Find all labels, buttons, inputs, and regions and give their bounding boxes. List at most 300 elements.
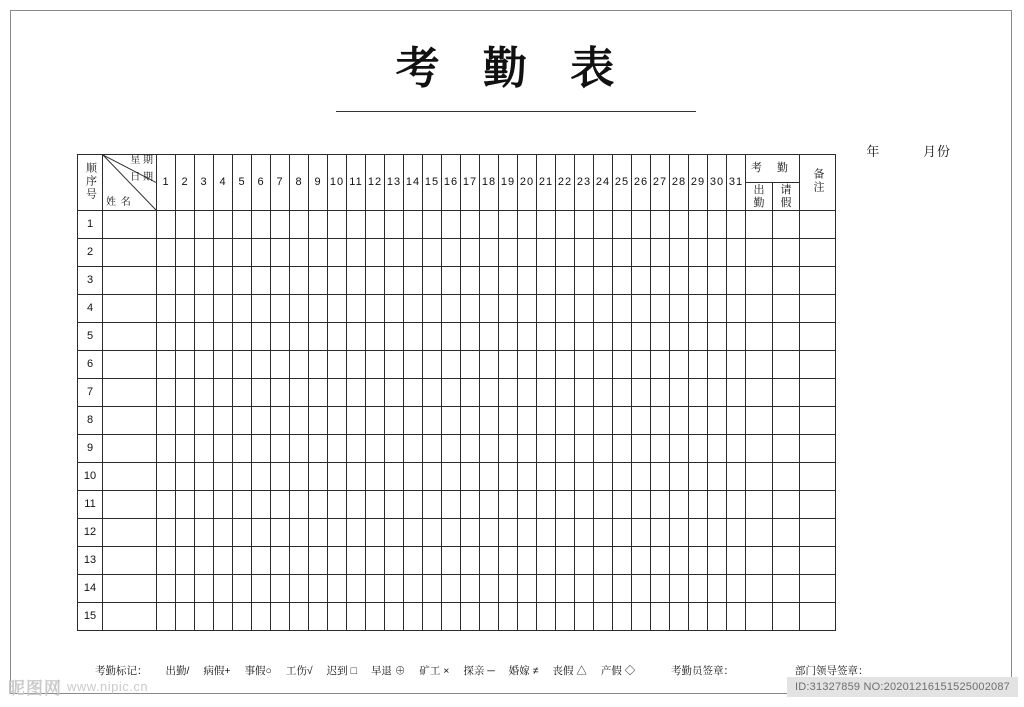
summary-leave-cell[interactable] (773, 323, 800, 351)
day-cell[interactable] (195, 211, 214, 239)
day-cell[interactable] (366, 435, 385, 463)
day-cell[interactable] (613, 435, 632, 463)
day-cell[interactable] (157, 267, 176, 295)
summary-attendance-cell[interactable] (746, 547, 773, 575)
day-cell[interactable] (385, 547, 404, 575)
day-cell[interactable] (632, 379, 651, 407)
day-cell[interactable] (651, 463, 670, 491)
day-cell[interactable] (404, 407, 423, 435)
day-cell[interactable] (271, 267, 290, 295)
day-cell[interactable] (651, 407, 670, 435)
day-cell[interactable] (537, 547, 556, 575)
summary-leave-cell[interactable] (773, 547, 800, 575)
note-cell[interactable] (800, 323, 836, 351)
day-cell[interactable] (461, 491, 480, 519)
day-cell[interactable] (214, 351, 233, 379)
day-cell[interactable] (423, 267, 442, 295)
day-cell[interactable] (233, 239, 252, 267)
day-cell[interactable] (328, 491, 347, 519)
day-cell[interactable] (366, 379, 385, 407)
day-cell[interactable] (385, 463, 404, 491)
day-cell[interactable] (594, 407, 613, 435)
day-cell[interactable] (233, 295, 252, 323)
day-cell[interactable] (499, 239, 518, 267)
day-cell[interactable] (366, 547, 385, 575)
day-cell[interactable] (442, 379, 461, 407)
day-cell[interactable] (176, 547, 195, 575)
day-cell[interactable] (670, 519, 689, 547)
day-cell[interactable] (442, 603, 461, 631)
day-cell[interactable] (670, 351, 689, 379)
day-cell[interactable] (290, 603, 309, 631)
day-cell[interactable] (727, 323, 746, 351)
day-cell[interactable] (347, 323, 366, 351)
note-cell[interactable] (800, 407, 836, 435)
day-cell[interactable] (670, 267, 689, 295)
summary-leave-cell[interactable] (773, 603, 800, 631)
day-cell[interactable] (461, 547, 480, 575)
day-cell[interactable] (195, 575, 214, 603)
day-cell[interactable] (423, 239, 442, 267)
day-cell[interactable] (195, 379, 214, 407)
day-cell[interactable] (518, 351, 537, 379)
day-cell[interactable] (651, 379, 670, 407)
note-cell[interactable] (800, 351, 836, 379)
day-cell[interactable] (518, 239, 537, 267)
name-cell[interactable] (103, 463, 157, 491)
day-cell[interactable] (613, 519, 632, 547)
day-cell[interactable] (385, 211, 404, 239)
day-cell[interactable] (613, 603, 632, 631)
summary-leave-cell[interactable] (773, 211, 800, 239)
day-cell[interactable] (537, 267, 556, 295)
day-cell[interactable] (290, 519, 309, 547)
day-cell[interactable] (385, 295, 404, 323)
day-cell[interactable] (366, 267, 385, 295)
day-cell[interactable] (423, 351, 442, 379)
day-cell[interactable] (404, 267, 423, 295)
day-cell[interactable] (328, 407, 347, 435)
day-cell[interactable] (689, 435, 708, 463)
day-cell[interactable] (689, 407, 708, 435)
day-cell[interactable] (252, 435, 271, 463)
day-cell[interactable] (499, 491, 518, 519)
day-cell[interactable] (670, 211, 689, 239)
day-cell[interactable] (385, 351, 404, 379)
day-cell[interactable] (442, 435, 461, 463)
day-cell[interactable] (271, 575, 290, 603)
day-cell[interactable] (727, 435, 746, 463)
name-cell[interactable] (103, 435, 157, 463)
day-cell[interactable] (271, 323, 290, 351)
day-cell[interactable] (594, 295, 613, 323)
day-cell[interactable] (461, 379, 480, 407)
day-cell[interactable] (385, 407, 404, 435)
day-cell[interactable] (556, 575, 575, 603)
day-cell[interactable] (461, 463, 480, 491)
summary-attendance-cell[interactable] (746, 267, 773, 295)
name-cell[interactable] (103, 351, 157, 379)
day-cell[interactable] (423, 407, 442, 435)
day-cell[interactable] (727, 575, 746, 603)
summary-attendance-cell[interactable] (746, 239, 773, 267)
day-cell[interactable] (575, 323, 594, 351)
day-cell[interactable] (537, 351, 556, 379)
day-cell[interactable] (423, 491, 442, 519)
day-cell[interactable] (594, 323, 613, 351)
day-cell[interactable] (575, 547, 594, 575)
day-cell[interactable] (214, 407, 233, 435)
day-cell[interactable] (366, 295, 385, 323)
day-cell[interactable] (632, 603, 651, 631)
day-cell[interactable] (404, 351, 423, 379)
day-cell[interactable] (290, 323, 309, 351)
day-cell[interactable] (347, 491, 366, 519)
day-cell[interactable] (404, 435, 423, 463)
day-cell[interactable] (632, 575, 651, 603)
day-cell[interactable] (689, 323, 708, 351)
day-cell[interactable] (233, 435, 252, 463)
day-cell[interactable] (556, 211, 575, 239)
day-cell[interactable] (632, 547, 651, 575)
day-cell[interactable] (176, 351, 195, 379)
day-cell[interactable] (575, 295, 594, 323)
day-cell[interactable] (157, 435, 176, 463)
day-cell[interactable] (271, 211, 290, 239)
day-cell[interactable] (366, 603, 385, 631)
day-cell[interactable] (480, 435, 499, 463)
day-cell[interactable] (556, 323, 575, 351)
day-cell[interactable] (727, 463, 746, 491)
day-cell[interactable] (499, 323, 518, 351)
day-cell[interactable] (480, 603, 499, 631)
note-cell[interactable] (800, 379, 836, 407)
day-cell[interactable] (347, 575, 366, 603)
day-cell[interactable] (461, 351, 480, 379)
note-cell[interactable] (800, 547, 836, 575)
day-cell[interactable] (309, 407, 328, 435)
day-cell[interactable] (499, 435, 518, 463)
day-cell[interactable] (233, 211, 252, 239)
day-cell[interactable] (195, 239, 214, 267)
day-cell[interactable] (328, 379, 347, 407)
day-cell[interactable] (518, 295, 537, 323)
day-cell[interactable] (518, 323, 537, 351)
day-cell[interactable] (461, 239, 480, 267)
day-cell[interactable] (233, 491, 252, 519)
note-cell[interactable] (800, 295, 836, 323)
day-cell[interactable] (404, 379, 423, 407)
name-cell[interactable] (103, 239, 157, 267)
day-cell[interactable] (252, 295, 271, 323)
day-cell[interactable] (385, 239, 404, 267)
day-cell[interactable] (632, 519, 651, 547)
day-cell[interactable] (271, 491, 290, 519)
day-cell[interactable] (689, 211, 708, 239)
day-cell[interactable] (480, 267, 499, 295)
name-cell[interactable] (103, 519, 157, 547)
day-cell[interactable] (518, 407, 537, 435)
day-cell[interactable] (613, 295, 632, 323)
day-cell[interactable] (157, 547, 176, 575)
day-cell[interactable] (347, 379, 366, 407)
day-cell[interactable] (271, 379, 290, 407)
day-cell[interactable] (632, 351, 651, 379)
day-cell[interactable] (176, 575, 195, 603)
summary-leave-cell[interactable] (773, 575, 800, 603)
day-cell[interactable] (613, 463, 632, 491)
day-cell[interactable] (689, 491, 708, 519)
day-cell[interactable] (480, 295, 499, 323)
day-cell[interactable] (290, 575, 309, 603)
day-cell[interactable] (290, 267, 309, 295)
day-cell[interactable] (670, 547, 689, 575)
day-cell[interactable] (233, 463, 252, 491)
day-cell[interactable] (309, 267, 328, 295)
day-cell[interactable] (328, 603, 347, 631)
day-cell[interactable] (594, 435, 613, 463)
day-cell[interactable] (385, 575, 404, 603)
day-cell[interactable] (404, 463, 423, 491)
day-cell[interactable] (556, 435, 575, 463)
day-cell[interactable] (537, 295, 556, 323)
day-cell[interactable] (290, 351, 309, 379)
day-cell[interactable] (157, 603, 176, 631)
day-cell[interactable] (157, 407, 176, 435)
day-cell[interactable] (309, 519, 328, 547)
summary-attendance-cell[interactable] (746, 323, 773, 351)
day-cell[interactable] (157, 575, 176, 603)
day-cell[interactable] (347, 239, 366, 267)
day-cell[interactable] (233, 575, 252, 603)
summary-attendance-cell[interactable] (746, 351, 773, 379)
day-cell[interactable] (423, 435, 442, 463)
day-cell[interactable] (328, 239, 347, 267)
day-cell[interactable] (499, 575, 518, 603)
day-cell[interactable] (423, 603, 442, 631)
day-cell[interactable] (689, 463, 708, 491)
summary-leave-cell[interactable] (773, 435, 800, 463)
day-cell[interactable] (613, 239, 632, 267)
day-cell[interactable] (442, 239, 461, 267)
day-cell[interactable] (366, 211, 385, 239)
day-cell[interactable] (499, 547, 518, 575)
note-cell[interactable] (800, 267, 836, 295)
day-cell[interactable] (423, 379, 442, 407)
day-cell[interactable] (423, 295, 442, 323)
note-cell[interactable] (800, 519, 836, 547)
name-cell[interactable] (103, 211, 157, 239)
day-cell[interactable] (727, 379, 746, 407)
day-cell[interactable] (214, 575, 233, 603)
day-cell[interactable] (518, 211, 537, 239)
day-cell[interactable] (157, 295, 176, 323)
summary-leave-cell[interactable] (773, 351, 800, 379)
day-cell[interactable] (499, 407, 518, 435)
day-cell[interactable] (727, 407, 746, 435)
summary-leave-cell[interactable] (773, 379, 800, 407)
day-cell[interactable] (708, 211, 727, 239)
day-cell[interactable] (442, 351, 461, 379)
day-cell[interactable] (670, 463, 689, 491)
day-cell[interactable] (385, 379, 404, 407)
day-cell[interactable] (461, 323, 480, 351)
day-cell[interactable] (632, 211, 651, 239)
name-cell[interactable] (103, 323, 157, 351)
day-cell[interactable] (442, 211, 461, 239)
day-cell[interactable] (480, 351, 499, 379)
day-cell[interactable] (499, 379, 518, 407)
day-cell[interactable] (689, 379, 708, 407)
day-cell[interactable] (366, 491, 385, 519)
day-cell[interactable] (480, 519, 499, 547)
summary-leave-cell[interactable] (773, 407, 800, 435)
day-cell[interactable] (727, 491, 746, 519)
day-cell[interactable] (271, 463, 290, 491)
day-cell[interactable] (442, 323, 461, 351)
day-cell[interactable] (480, 379, 499, 407)
day-cell[interactable] (328, 575, 347, 603)
day-cell[interactable] (518, 379, 537, 407)
day-cell[interactable] (670, 295, 689, 323)
day-cell[interactable] (404, 547, 423, 575)
day-cell[interactable] (442, 491, 461, 519)
day-cell[interactable] (594, 379, 613, 407)
day-cell[interactable] (366, 351, 385, 379)
day-cell[interactable] (309, 603, 328, 631)
day-cell[interactable] (309, 463, 328, 491)
day-cell[interactable] (366, 463, 385, 491)
day-cell[interactable] (385, 519, 404, 547)
day-cell[interactable] (309, 211, 328, 239)
day-cell[interactable] (575, 519, 594, 547)
day-cell[interactable] (632, 491, 651, 519)
day-cell[interactable] (689, 351, 708, 379)
day-cell[interactable] (271, 239, 290, 267)
name-cell[interactable] (103, 295, 157, 323)
day-cell[interactable] (613, 575, 632, 603)
day-cell[interactable] (328, 435, 347, 463)
day-cell[interactable] (613, 323, 632, 351)
day-cell[interactable] (727, 295, 746, 323)
day-cell[interactable] (651, 211, 670, 239)
day-cell[interactable] (651, 267, 670, 295)
day-cell[interactable] (385, 435, 404, 463)
day-cell[interactable] (214, 491, 233, 519)
day-cell[interactable] (708, 603, 727, 631)
day-cell[interactable] (594, 211, 613, 239)
day-cell[interactable] (290, 295, 309, 323)
day-cell[interactable] (708, 435, 727, 463)
day-cell[interactable] (537, 435, 556, 463)
day-cell[interactable] (518, 547, 537, 575)
day-cell[interactable] (594, 519, 613, 547)
day-cell[interactable] (157, 239, 176, 267)
day-cell[interactable] (233, 407, 252, 435)
day-cell[interactable] (252, 211, 271, 239)
day-cell[interactable] (328, 547, 347, 575)
day-cell[interactable] (157, 463, 176, 491)
day-cell[interactable] (404, 519, 423, 547)
day-cell[interactable] (442, 547, 461, 575)
day-cell[interactable] (214, 547, 233, 575)
day-cell[interactable] (309, 239, 328, 267)
day-cell[interactable] (233, 351, 252, 379)
day-cell[interactable] (537, 575, 556, 603)
day-cell[interactable] (708, 519, 727, 547)
day-cell[interactable] (252, 463, 271, 491)
day-cell[interactable] (385, 323, 404, 351)
day-cell[interactable] (537, 491, 556, 519)
day-cell[interactable] (195, 603, 214, 631)
day-cell[interactable] (176, 463, 195, 491)
day-cell[interactable] (271, 519, 290, 547)
day-cell[interactable] (651, 491, 670, 519)
day-cell[interactable] (290, 547, 309, 575)
day-cell[interactable] (708, 575, 727, 603)
day-cell[interactable] (328, 323, 347, 351)
day-cell[interactable] (157, 491, 176, 519)
day-cell[interactable] (176, 491, 195, 519)
day-cell[interactable] (537, 519, 556, 547)
day-cell[interactable] (347, 407, 366, 435)
day-cell[interactable] (271, 603, 290, 631)
day-cell[interactable] (613, 379, 632, 407)
day-cell[interactable] (195, 351, 214, 379)
day-cell[interactable] (708, 239, 727, 267)
name-cell[interactable] (103, 547, 157, 575)
day-cell[interactable] (727, 547, 746, 575)
day-cell[interactable] (328, 211, 347, 239)
day-cell[interactable] (461, 603, 480, 631)
day-cell[interactable] (366, 407, 385, 435)
day-cell[interactable] (176, 267, 195, 295)
name-cell[interactable] (103, 379, 157, 407)
day-cell[interactable] (480, 547, 499, 575)
day-cell[interactable] (290, 211, 309, 239)
note-cell[interactable] (800, 491, 836, 519)
day-cell[interactable] (404, 211, 423, 239)
day-cell[interactable] (708, 407, 727, 435)
day-cell[interactable] (556, 463, 575, 491)
day-cell[interactable] (309, 295, 328, 323)
day-cell[interactable] (423, 463, 442, 491)
day-cell[interactable] (442, 295, 461, 323)
day-cell[interactable] (309, 491, 328, 519)
day-cell[interactable] (651, 547, 670, 575)
day-cell[interactable] (594, 547, 613, 575)
day-cell[interactable] (328, 295, 347, 323)
day-cell[interactable] (233, 603, 252, 631)
note-cell[interactable] (800, 603, 836, 631)
summary-attendance-cell[interactable] (746, 603, 773, 631)
day-cell[interactable] (727, 211, 746, 239)
day-cell[interactable] (195, 435, 214, 463)
note-cell[interactable] (800, 239, 836, 267)
day-cell[interactable] (670, 239, 689, 267)
day-cell[interactable] (347, 603, 366, 631)
day-cell[interactable] (176, 519, 195, 547)
day-cell[interactable] (195, 323, 214, 351)
day-cell[interactable] (157, 519, 176, 547)
day-cell[interactable] (347, 295, 366, 323)
day-cell[interactable] (480, 463, 499, 491)
day-cell[interactable] (271, 435, 290, 463)
name-cell[interactable] (103, 491, 157, 519)
summary-leave-cell[interactable] (773, 267, 800, 295)
day-cell[interactable] (480, 239, 499, 267)
day-cell[interactable] (214, 603, 233, 631)
